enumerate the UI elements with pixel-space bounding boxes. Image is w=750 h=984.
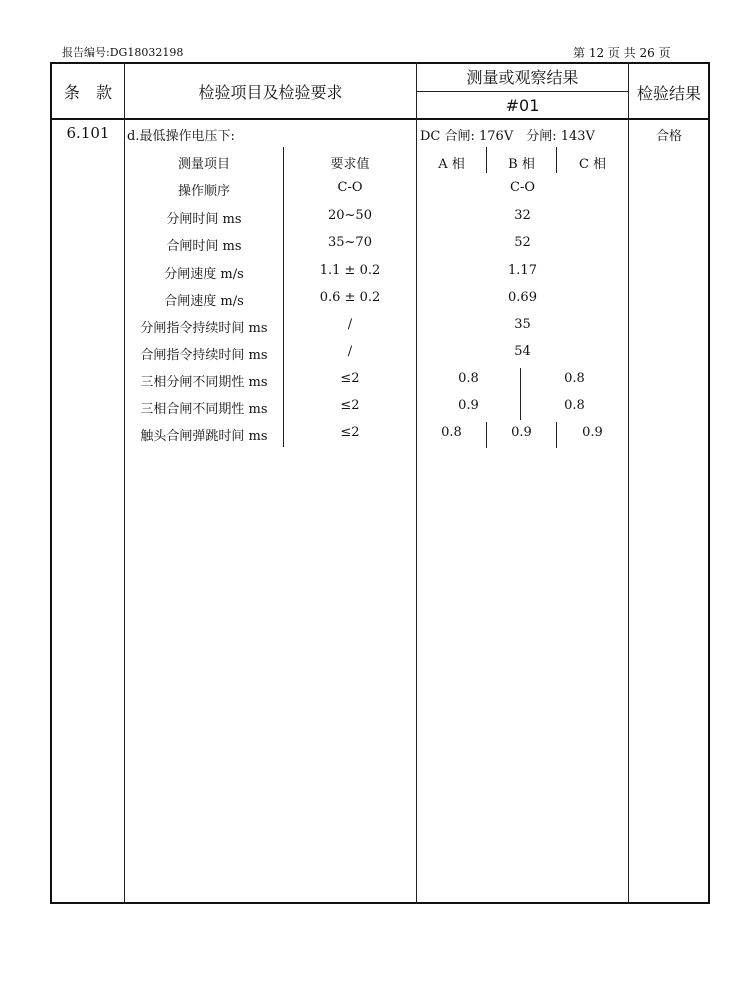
row-requirement: ≤2 [340, 371, 360, 386]
row-value-a: 0.8 [441, 425, 462, 440]
inspection-result: 合格 [655, 129, 682, 144]
phase-c-header: C 相 [578, 157, 607, 172]
row-item: 分闸速度 m/s [164, 267, 244, 282]
phase-a-header: A 相 [438, 157, 465, 172]
row-value: 0.69 [508, 290, 537, 305]
row-item: 分闸时间 ms [166, 212, 242, 227]
row-item: 合闸速度 m/s [164, 294, 244, 309]
row-requirement: 20~50 [328, 208, 372, 223]
row-value-right: 0.8 [564, 398, 585, 413]
row-item: 触头合闸弹跳时间 ms [140, 429, 268, 444]
header-bottom-border [50, 118, 710, 120]
table-top-border [50, 62, 710, 64]
row-item: 分闸指令持续时间 ms [140, 321, 268, 336]
section-title: d.最低操作电压下: [127, 129, 235, 144]
row-requirement: / [347, 317, 353, 332]
row-requirement: ≤2 [340, 398, 360, 413]
table-bottom-border [50, 902, 710, 904]
result-header: 检验结果 [636, 84, 701, 103]
row-requirement: / [347, 344, 353, 359]
row-requirement: ≤2 [340, 425, 360, 440]
clause-number: 6.101 [66, 124, 110, 142]
report-number-value: DG18032198 [109, 46, 184, 59]
test-voltage: DC 合闸: 176V 分闸: 143V [420, 129, 595, 144]
row-requirement: 0.6 ± 0.2 [319, 290, 381, 305]
header-mid-divider [416, 91, 628, 92]
row-requirement: C-O [337, 180, 363, 195]
item-col-header: 测量项目 [177, 157, 230, 172]
report-number-label: 报告编号: [62, 46, 110, 59]
row-value: 32 [514, 208, 531, 223]
row-value-right: 0.8 [564, 371, 585, 386]
requirement-col-header: 要求值 [330, 157, 370, 172]
table-right-border [708, 62, 710, 904]
item-header: 检验项目及检验要求 [198, 83, 343, 102]
row-value: C-O [510, 180, 535, 195]
row-item: 三相分闸不同期性 ms [140, 375, 268, 390]
page-info: 第 12 页 共 26 页 [573, 46, 671, 60]
col-divider-result [628, 62, 629, 904]
sample-id: #01 [505, 96, 540, 115]
table-left-border [50, 62, 52, 904]
row-value-left: 0.9 [458, 398, 479, 413]
phase-b-header: B 相 [508, 157, 535, 172]
measured-header: 测量或观察结果 [466, 68, 579, 87]
row-requirement: 1.1 ± 0.2 [319, 263, 381, 278]
row-item: 三相合闸不同期性 ms [140, 402, 268, 417]
row-value: 35 [514, 317, 531, 332]
report-number [62, 44, 183, 60]
row-item: 合闸时间 ms [166, 239, 242, 254]
row-item: 合闸指令持续时间 ms [140, 348, 268, 363]
row-value: 54 [514, 344, 531, 359]
row-value-left: 0.8 [458, 371, 479, 386]
row-requirement: 35~70 [328, 235, 372, 250]
clause-header: 条 款 [63, 83, 112, 102]
row-value-c: 0.9 [582, 425, 603, 440]
row-item: 操作顺序 [177, 184, 230, 199]
row-value-b: 0.9 [511, 425, 532, 440]
row-value: 1.17 [508, 263, 537, 278]
row-value: 52 [514, 235, 531, 250]
